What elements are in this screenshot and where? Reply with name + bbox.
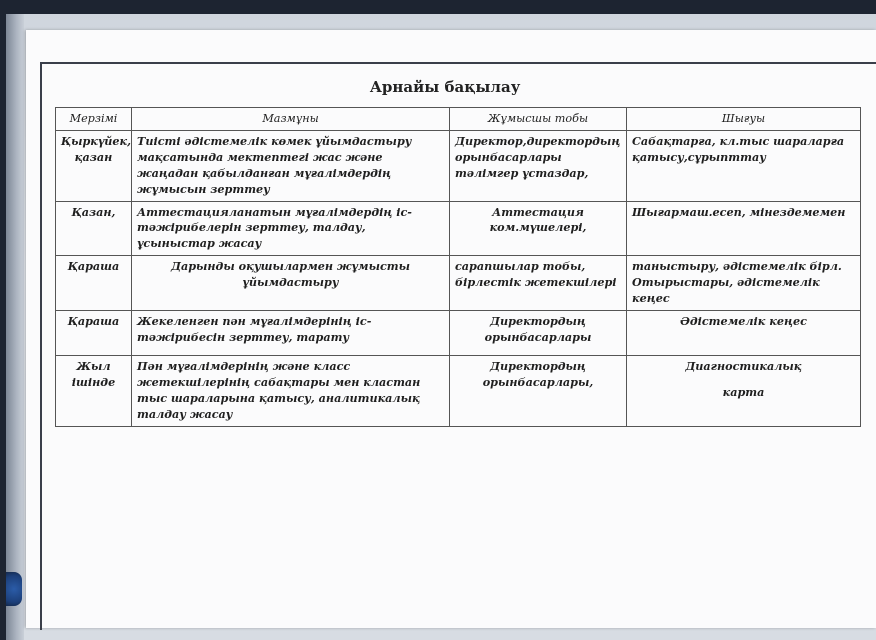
- cell-period: Қараша: [56, 310, 132, 355]
- document-title: Арнайы бақылау: [369, 78, 521, 96]
- column-header-content: Мазмұны: [132, 108, 450, 131]
- cell-period: Қараша: [56, 256, 132, 311]
- cell-period: Қазан,: [56, 201, 132, 256]
- cell-group: Директор,директордың орынбасарлары тәлімгер ұстаздар,: [450, 130, 627, 201]
- cell-group: сарапшылар тобы, бірлестік жетекшілері: [450, 256, 627, 311]
- cell-result: Сабақтарға, кл.тыс шараларға қатысу,сұрыпттау: [627, 130, 861, 201]
- column-header-period: Мерзімі: [56, 108, 132, 131]
- column-header-result: Шығуы: [627, 108, 861, 131]
- table-row: [56, 355, 861, 426]
- cell-period: Қыркүйек, қазан: [56, 130, 132, 201]
- cell-content: Дарынды оқушылармен жұмысты ұйымдастыру: [132, 256, 450, 311]
- cell-result: Әдістемелік кеңес: [627, 310, 861, 355]
- cell-content: Пән мұғалімдерінің және класс жетекшілерінің сабақтары мен кластан тыс шараларына қатысу, аналитикалық талдау жасау: [132, 355, 450, 426]
- cell-group: Аттестация ком.мүшелері,: [450, 201, 627, 256]
- cell-content: Аттестацияланатын мұғалімдердің іс-тәжірибелерін зерттеу, талдау, ұсыныстар жасау: [132, 201, 450, 256]
- cell-result-line1: Диагностикалық: [685, 358, 802, 373]
- binder-hole: [6, 572, 22, 606]
- cell-group: Директордың орынбасарлары,: [450, 355, 627, 426]
- cell-period: Жыл ішінде: [56, 355, 132, 426]
- table-row: [56, 310, 861, 355]
- cell-result: [627, 355, 861, 426]
- column-header-group: Жұмысшы тобы: [450, 108, 627, 131]
- table-row: [56, 201, 861, 256]
- table-header-row: [56, 108, 861, 131]
- cell-content: Жекеленген пән мұғалімдерінің іс-тәжірибесін зерттеу, тарату: [132, 310, 450, 355]
- cell-result-line2: карта: [722, 384, 765, 399]
- monitoring-plan-table: [55, 107, 861, 427]
- table-row: [56, 256, 861, 311]
- cell-group: Директордың орынбасарлары: [450, 310, 627, 355]
- cell-result: таныстыру, әдістемелік бірл. Отырыстары, әдістемелік кеңес: [627, 256, 861, 311]
- table-row: [56, 130, 861, 201]
- sleeve-binding-edge: [6, 14, 24, 640]
- cell-content: Тиісті әдістемелік көмек ұйымдастыру мақсатында мектептегі жас және жаңадан қабылданған мұғалімдердің жұмысын зерттеу: [132, 130, 450, 201]
- cell-result: Шығармаш.есеп, мінездемемен: [627, 201, 861, 256]
